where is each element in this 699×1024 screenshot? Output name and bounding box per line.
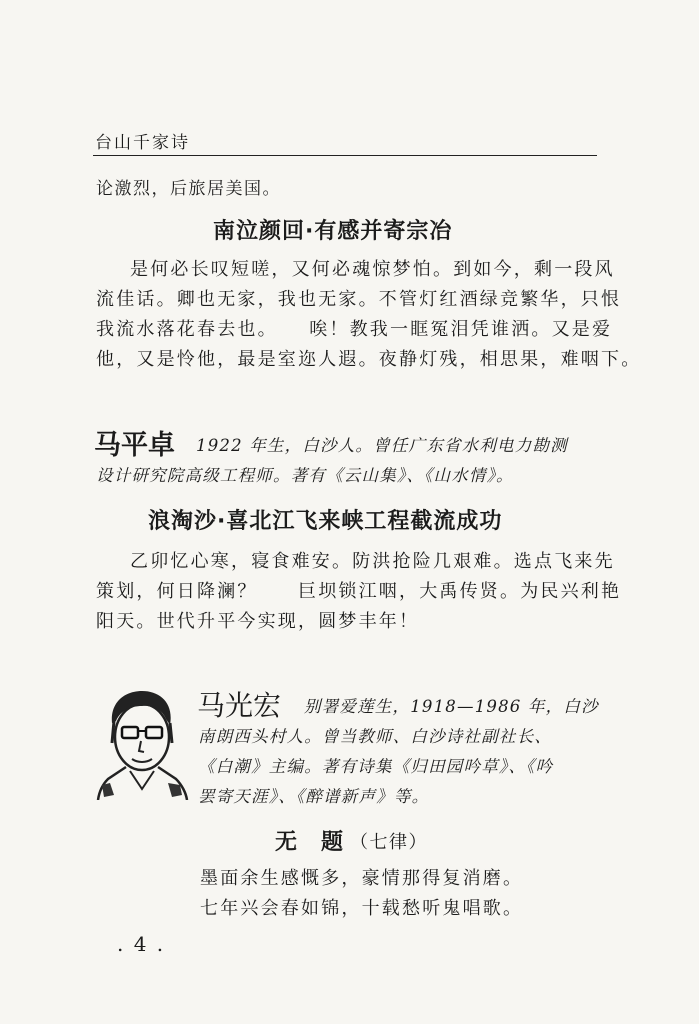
author3-bio-line: 别署爱莲生，1918—1986 年，白沙 — [304, 697, 599, 716]
poem2-line: 乙卯忆心寒，寝食难安。防洪抢险几艰难。选点飞来先 — [130, 551, 615, 572]
poem2-line: 策划，何日降澜？ 巨坝锁江咽，大禹传贤。为民兴利艳 — [96, 581, 622, 602]
author3-bio-line: 罢寄天涯》、《醉谱新声》等。 — [198, 787, 430, 806]
intro-continuation: 论激烈，后旅居美国。 — [96, 179, 281, 199]
poem1-title: 南泣颜回·有感并寄宗冶 — [213, 219, 453, 244]
poem3-line: 墨面余生感慨多，豪情那得复消磨。 — [200, 868, 524, 889]
running-header: 台山千家诗 — [95, 133, 190, 153]
author-portrait — [94, 685, 189, 800]
poem3-line: 七年兴会春如锦，十载愁听鬼唱歌。 — [200, 898, 524, 919]
poem3-title: 无 题 — [275, 830, 345, 855]
poem2-title: 浪淘沙·喜北江飞来峡工程截流成功 — [148, 509, 503, 534]
author3-name: 马光宏 — [197, 689, 282, 722]
poem1-line: 他，又是怜他，最是室迩人遐。夜静灯残，相思果，难咽下。 — [96, 349, 642, 370]
author3-bio-line: 《白潮》主编。著有诗集《归田园吟草》、《吟 — [198, 757, 554, 776]
poem1-line: 是何必长叹短嗟，又何必魂惊梦怕。到如今，剩一段风 — [130, 259, 615, 280]
author2-name: 马平卓 — [94, 430, 175, 461]
header-rule — [93, 155, 597, 156]
poem1-line: 流佳话。卿也无家，我也无家。不管灯红酒绿竞繁华，只恨 — [96, 289, 622, 310]
poem3-form: （七律） — [350, 832, 428, 853]
poem1-line: 我流水落花春去也。 唉！教我一眶冤泪凭谁洒。又是爱 — [96, 319, 613, 340]
page-number: . 4 . — [117, 932, 166, 956]
author3-bio-line: 南朗西头村人。曾当教师、白沙诗社副社长、 — [198, 727, 552, 746]
author2-bio-line: 设计研究院高级工程师。著有《云山集》、《山水情》。 — [96, 466, 514, 485]
poem2-line: 阳天。世代升平今实现，圆梦丰年！ — [96, 611, 420, 632]
author2-bio-line: 1922 年生，白沙人。曾任广东省水利电力勘测 — [196, 436, 568, 455]
